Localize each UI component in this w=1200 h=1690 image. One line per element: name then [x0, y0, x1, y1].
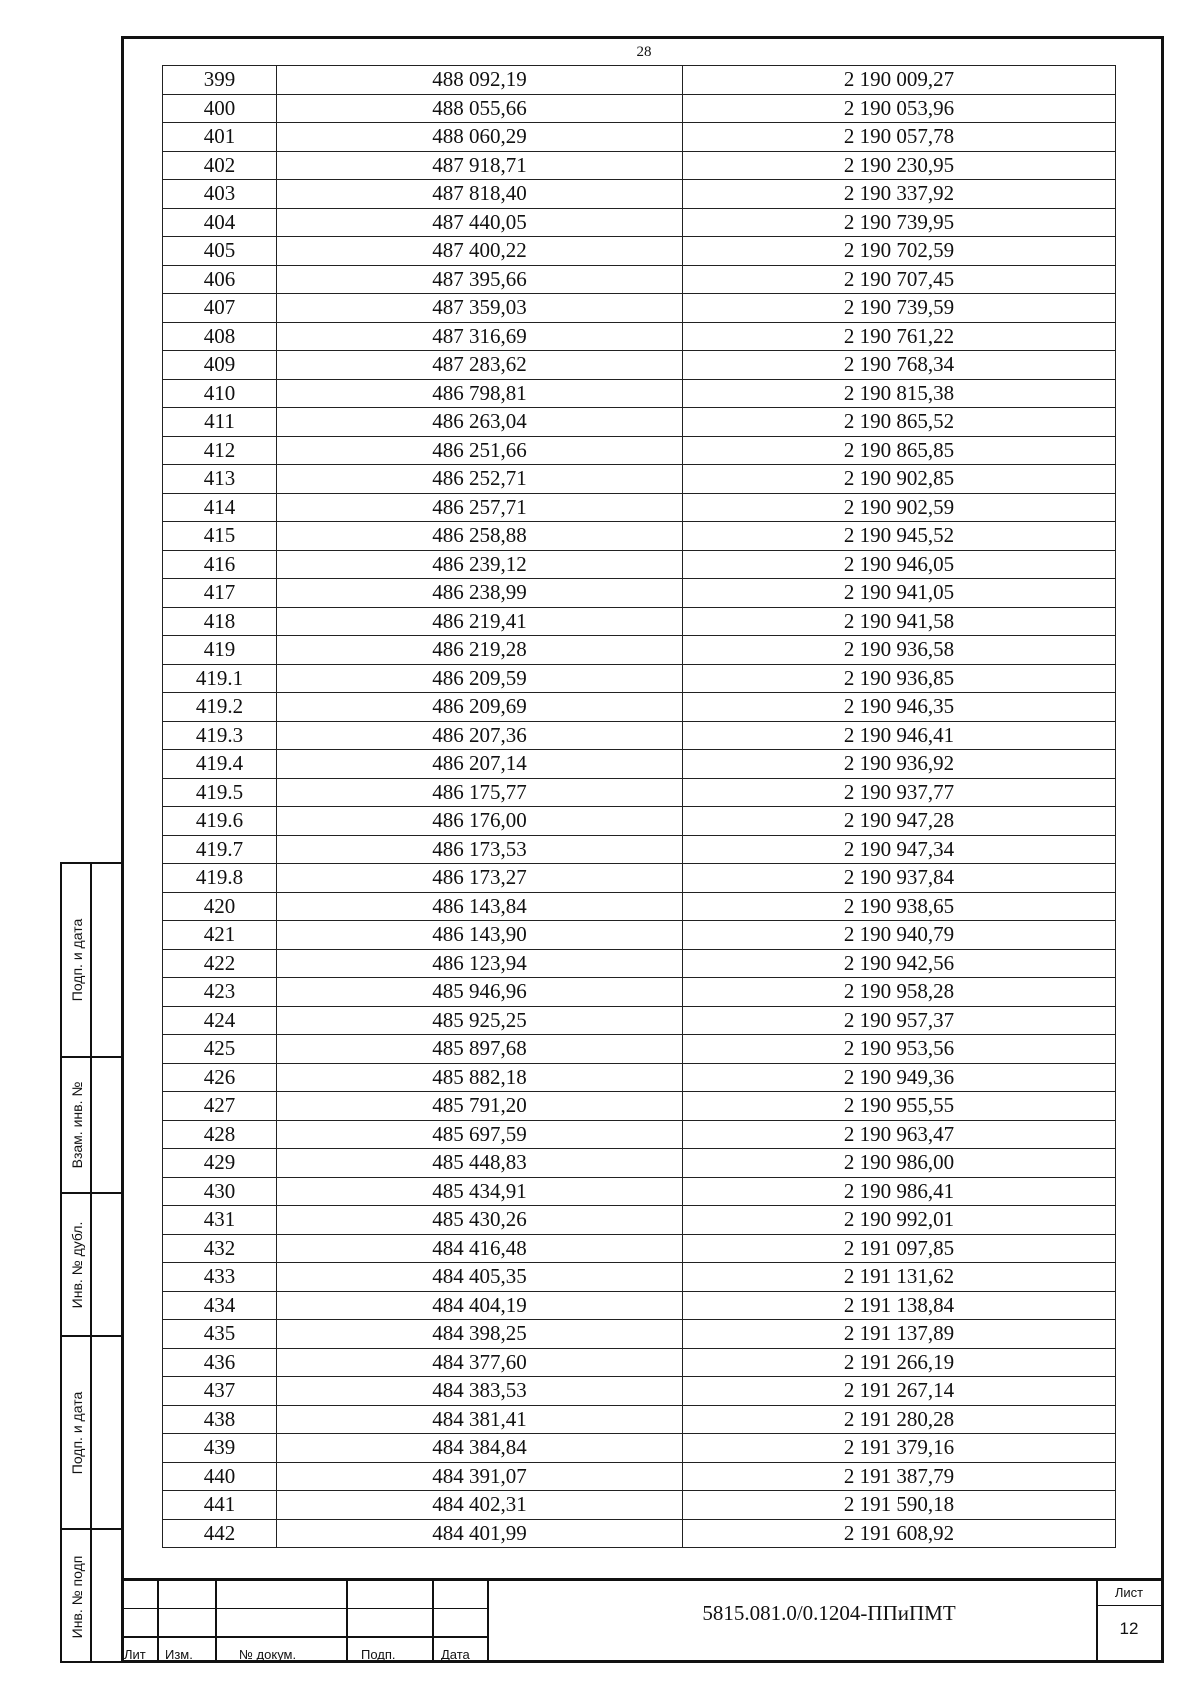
- x-coordinate-cell: 486 123,94: [277, 949, 683, 978]
- y-coordinate-cell: 2 191 267,14: [683, 1377, 1116, 1406]
- strip-label: Инв. № дубл.: [69, 1221, 85, 1308]
- x-coordinate-cell: 486 175,77: [277, 778, 683, 807]
- y-coordinate-cell: 2 190 941,58: [683, 607, 1116, 636]
- x-coordinate-cell: 487 359,03: [277, 294, 683, 323]
- x-coordinate-cell: 487 283,62: [277, 351, 683, 380]
- x-coordinate-cell: 486 176,00: [277, 807, 683, 836]
- point-number-cell: 422: [163, 949, 277, 978]
- table-row: [163, 1177, 1116, 1206]
- y-coordinate-cell: 2 190 947,28: [683, 807, 1116, 836]
- point-number-cell: 430: [163, 1177, 277, 1206]
- point-number-cell: 427: [163, 1092, 277, 1121]
- x-coordinate-cell: 488 092,19: [277, 66, 683, 95]
- table-row: [163, 1320, 1116, 1349]
- x-coordinate-cell: 486 209,69: [277, 693, 683, 722]
- y-coordinate-cell: 2 190 707,45: [683, 265, 1116, 294]
- y-coordinate-cell: 2 190 953,56: [683, 1035, 1116, 1064]
- table-row: [163, 1348, 1116, 1377]
- x-coordinate-cell: 484 384,84: [277, 1434, 683, 1463]
- y-coordinate-cell: 2 190 009,27: [683, 66, 1116, 95]
- table-row: [163, 1462, 1116, 1491]
- y-coordinate-cell: 2 190 936,92: [683, 750, 1116, 779]
- point-number-cell: 424: [163, 1006, 277, 1035]
- x-coordinate-cell: 486 207,36: [277, 721, 683, 750]
- page-number: 28: [636, 44, 652, 60]
- x-coordinate-cell: 485 946,96: [277, 978, 683, 1007]
- x-coordinate-cell: 485 791,20: [277, 1092, 683, 1121]
- table-row: [163, 664, 1116, 693]
- table-row: [163, 408, 1116, 437]
- y-coordinate-cell: 2 190 865,85: [683, 436, 1116, 465]
- table-row: [163, 1234, 1116, 1263]
- table-row: [163, 1519, 1116, 1548]
- x-coordinate-cell: 485 925,25: [277, 1006, 683, 1035]
- y-coordinate-cell: 2 190 230,95: [683, 151, 1116, 180]
- y-coordinate-cell: 2 190 815,38: [683, 379, 1116, 408]
- y-coordinate-cell: 2 190 936,58: [683, 636, 1116, 665]
- y-coordinate-cell: 2 190 963,47: [683, 1120, 1116, 1149]
- x-coordinate-cell: 486 173,27: [277, 864, 683, 893]
- y-coordinate-cell: 2 190 761,22: [683, 322, 1116, 351]
- table-row: [163, 1291, 1116, 1320]
- x-coordinate-cell: 487 400,22: [277, 237, 683, 266]
- y-coordinate-cell: 2 191 280,28: [683, 1405, 1116, 1434]
- y-coordinate-cell: 2 190 955,55: [683, 1092, 1116, 1121]
- side-strip: [60, 862, 121, 1663]
- table-row: [163, 949, 1116, 978]
- table-row: [163, 1434, 1116, 1463]
- strip-cell-sign-date-1: [62, 864, 121, 1058]
- point-number-cell: 429: [163, 1149, 277, 1178]
- col-header-lit: Лит: [124, 1647, 146, 1662]
- x-coordinate-cell: 486 238,99: [277, 579, 683, 608]
- y-coordinate-cell: 2 190 936,85: [683, 664, 1116, 693]
- table-row: [163, 1120, 1116, 1149]
- point-number-cell: 402: [163, 151, 277, 180]
- point-number-cell: 404: [163, 208, 277, 237]
- x-coordinate-cell: 487 316,69: [277, 322, 683, 351]
- x-coordinate-cell: 486 257,71: [277, 493, 683, 522]
- point-number-cell: 413: [163, 465, 277, 494]
- strip-cell-sign-date-2: [62, 1337, 121, 1530]
- strip-cell-replaced-inv: [62, 1058, 121, 1194]
- point-number-cell: 419: [163, 636, 277, 665]
- table-row: [163, 351, 1116, 380]
- col-header-izm: Изм.: [165, 1647, 193, 1662]
- point-number-cell: 428: [163, 1120, 277, 1149]
- x-coordinate-cell: 487 440,05: [277, 208, 683, 237]
- point-number-cell: 408: [163, 322, 277, 351]
- x-coordinate-cell: 485 697,59: [277, 1120, 683, 1149]
- point-number-cell: 426: [163, 1063, 277, 1092]
- y-coordinate-cell: 2 190 946,35: [683, 693, 1116, 722]
- x-coordinate-cell: 486 209,59: [277, 664, 683, 693]
- x-coordinate-cell: 484 401,99: [277, 1519, 683, 1548]
- y-coordinate-cell: 2 190 739,95: [683, 208, 1116, 237]
- col-header-doc-no: № докум.: [239, 1647, 297, 1662]
- point-number-cell: 415: [163, 522, 277, 551]
- point-number-cell: 412: [163, 436, 277, 465]
- point-number-cell: 419.3: [163, 721, 277, 750]
- point-number-cell: 411: [163, 408, 277, 437]
- x-coordinate-cell: 486 143,84: [277, 892, 683, 921]
- table-row: [163, 522, 1116, 551]
- point-number-cell: 441: [163, 1491, 277, 1520]
- y-coordinate-cell: 2 190 739,59: [683, 294, 1116, 323]
- y-coordinate-cell: 2 190 702,59: [683, 237, 1116, 266]
- x-coordinate-cell: 487 395,66: [277, 265, 683, 294]
- point-number-cell: 410: [163, 379, 277, 408]
- x-coordinate-cell: 486 173,53: [277, 835, 683, 864]
- x-coordinate-cell: 484 405,35: [277, 1263, 683, 1292]
- y-coordinate-cell: 2 190 937,84: [683, 864, 1116, 893]
- y-coordinate-cell: 2 190 992,01: [683, 1206, 1116, 1235]
- sheet-label: Лист: [1114, 1585, 1144, 1600]
- x-coordinate-cell: 486 143,90: [277, 921, 683, 950]
- point-number-cell: 399: [163, 66, 277, 95]
- x-coordinate-cell: 485 448,83: [277, 1149, 683, 1178]
- table-row: [163, 436, 1116, 465]
- x-coordinate-cell: 487 918,71: [277, 151, 683, 180]
- y-coordinate-cell: 2 190 957,37: [683, 1006, 1116, 1035]
- point-number-cell: 419.6: [163, 807, 277, 836]
- x-coordinate-cell: 485 430,26: [277, 1206, 683, 1235]
- y-coordinate-cell: 2 190 941,05: [683, 579, 1116, 608]
- col-header-date: Дата: [441, 1647, 470, 1662]
- x-coordinate-cell: 486 798,81: [277, 379, 683, 408]
- y-coordinate-cell: 2 190 946,05: [683, 550, 1116, 579]
- point-number-cell: 425: [163, 1035, 277, 1064]
- y-coordinate-cell: 2 191 387,79: [683, 1462, 1116, 1491]
- y-coordinate-cell: 2 190 942,56: [683, 949, 1116, 978]
- point-number-cell: 419.8: [163, 864, 277, 893]
- y-coordinate-cell: 2 190 865,52: [683, 408, 1116, 437]
- point-number-cell: 403: [163, 180, 277, 209]
- x-coordinate-cell: 486 207,14: [277, 750, 683, 779]
- strip-label: Инв. № подп: [69, 1555, 85, 1638]
- table-row: [163, 807, 1116, 836]
- y-coordinate-cell: 2 190 902,59: [683, 493, 1116, 522]
- point-number-cell: 436: [163, 1348, 277, 1377]
- y-coordinate-cell: 2 191 137,89: [683, 1320, 1116, 1349]
- x-coordinate-cell: 484 398,25: [277, 1320, 683, 1349]
- table-row: [163, 208, 1116, 237]
- table-row: [163, 693, 1116, 722]
- y-coordinate-cell: 2 190 946,41: [683, 721, 1116, 750]
- y-coordinate-cell: 2 191 608,92: [683, 1519, 1116, 1548]
- x-coordinate-cell: 484 391,07: [277, 1462, 683, 1491]
- table-row: [163, 1092, 1116, 1121]
- x-coordinate-cell: 484 381,41: [277, 1405, 683, 1434]
- table-row: [163, 265, 1116, 294]
- strip-cell-dup-inv: [62, 1194, 121, 1337]
- point-number-cell: 431: [163, 1206, 277, 1235]
- col-header-sign: Подп.: [361, 1647, 396, 1662]
- x-coordinate-cell: 484 383,53: [277, 1377, 683, 1406]
- point-number-cell: 405: [163, 237, 277, 266]
- table-row: [163, 1263, 1116, 1292]
- x-coordinate-cell: 486 251,66: [277, 436, 683, 465]
- table-row: [163, 721, 1116, 750]
- strip-label: Подп. и дата: [69, 918, 85, 1002]
- y-coordinate-cell: 2 190 958,28: [683, 978, 1116, 1007]
- point-number-cell: 419.5: [163, 778, 277, 807]
- y-coordinate-cell: 2 190 053,96: [683, 94, 1116, 123]
- point-number-cell: 419.4: [163, 750, 277, 779]
- y-coordinate-cell: 2 190 945,52: [683, 522, 1116, 551]
- x-coordinate-cell: 486 263,04: [277, 408, 683, 437]
- table-row: [163, 1006, 1116, 1035]
- sheet-number: 12: [1119, 1619, 1139, 1638]
- table-row: [163, 66, 1116, 95]
- table-row: [163, 579, 1116, 608]
- point-number-cell: 420: [163, 892, 277, 921]
- x-coordinate-cell: 486 219,41: [277, 607, 683, 636]
- y-coordinate-cell: 2 190 986,41: [683, 1177, 1116, 1206]
- point-number-cell: 432: [163, 1234, 277, 1263]
- point-number-cell: 438: [163, 1405, 277, 1434]
- strip-label: Подп. и дата: [69, 1391, 85, 1474]
- table-row: [163, 237, 1116, 266]
- point-number-cell: 417: [163, 579, 277, 608]
- point-number-cell: 419.2: [163, 693, 277, 722]
- table-row: [163, 921, 1116, 950]
- point-number-cell: 421: [163, 921, 277, 950]
- y-coordinate-cell: 2 190 986,00: [683, 1149, 1116, 1178]
- table-row: [163, 1035, 1116, 1064]
- x-coordinate-cell: 486 219,28: [277, 636, 683, 665]
- y-coordinate-cell: 2 190 937,77: [683, 778, 1116, 807]
- point-number-cell: 419.7: [163, 835, 277, 864]
- x-coordinate-cell: 486 258,88: [277, 522, 683, 551]
- point-number-cell: 416: [163, 550, 277, 579]
- point-number-cell: 439: [163, 1434, 277, 1463]
- table-row: [163, 892, 1116, 921]
- table-row: [163, 322, 1116, 351]
- table-row: [163, 750, 1116, 779]
- x-coordinate-cell: 485 897,68: [277, 1035, 683, 1064]
- point-number-cell: 442: [163, 1519, 277, 1548]
- table-row: [163, 1405, 1116, 1434]
- strip-label: Взам. инв. №: [69, 1081, 85, 1169]
- point-number-cell: 407: [163, 294, 277, 323]
- table-row: [163, 636, 1116, 665]
- point-number-cell: 406: [163, 265, 277, 294]
- point-number-cell: 435: [163, 1320, 277, 1349]
- y-coordinate-cell: 2 191 138,84: [683, 1291, 1116, 1320]
- x-coordinate-cell: 488 060,29: [277, 123, 683, 152]
- point-number-cell: 414: [163, 493, 277, 522]
- table-row: [163, 864, 1116, 893]
- coordinates-table: [162, 65, 1116, 1548]
- table-row: [163, 180, 1116, 209]
- y-coordinate-cell: 2 190 940,79: [683, 921, 1116, 950]
- y-coordinate-cell: 2 191 097,85: [683, 1234, 1116, 1263]
- table-row: [163, 607, 1116, 636]
- y-coordinate-cell: 2 190 337,92: [683, 180, 1116, 209]
- x-coordinate-cell: 485 882,18: [277, 1063, 683, 1092]
- x-coordinate-cell: 486 252,71: [277, 465, 683, 494]
- x-coordinate-cell: 484 404,19: [277, 1291, 683, 1320]
- point-number-cell: 409: [163, 351, 277, 380]
- point-number-cell: 433: [163, 1263, 277, 1292]
- table-row: [163, 94, 1116, 123]
- table-row: [163, 294, 1116, 323]
- point-number-cell: 423: [163, 978, 277, 1007]
- x-coordinate-cell: 484 402,31: [277, 1491, 683, 1520]
- y-coordinate-cell: 2 190 057,78: [683, 123, 1116, 152]
- table-row: [163, 1149, 1116, 1178]
- table-row: [163, 1063, 1116, 1092]
- table-row: [163, 835, 1116, 864]
- x-coordinate-cell: 488 055,66: [277, 94, 683, 123]
- y-coordinate-cell: 2 191 379,16: [683, 1434, 1116, 1463]
- x-coordinate-cell: 484 377,60: [277, 1348, 683, 1377]
- point-number-cell: 434: [163, 1291, 277, 1320]
- table-row: [163, 151, 1116, 180]
- y-coordinate-cell: 2 190 902,85: [683, 465, 1116, 494]
- x-coordinate-cell: 485 434,91: [277, 1177, 683, 1206]
- strip-cell-original-inv: [62, 1530, 121, 1663]
- point-number-cell: 401: [163, 123, 277, 152]
- y-coordinate-cell: 2 190 768,34: [683, 351, 1116, 380]
- point-number-cell: 400: [163, 94, 277, 123]
- y-coordinate-cell: 2 191 590,18: [683, 1491, 1116, 1520]
- table-row: [163, 978, 1116, 1007]
- y-coordinate-cell: 2 190 949,36: [683, 1063, 1116, 1092]
- table-row: [163, 550, 1116, 579]
- point-number-cell: 419.1: [163, 664, 277, 693]
- table-row: [163, 465, 1116, 494]
- point-number-cell: 418: [163, 607, 277, 636]
- title-block: [121, 1578, 1164, 1663]
- x-coordinate-cell: 484 416,48: [277, 1234, 683, 1263]
- table-row: [163, 1377, 1116, 1406]
- table-row: [163, 778, 1116, 807]
- y-coordinate-cell: 2 191 131,62: [683, 1263, 1116, 1292]
- point-number-cell: 440: [163, 1462, 277, 1491]
- y-coordinate-cell: 2 190 938,65: [683, 892, 1116, 921]
- y-coordinate-cell: 2 190 947,34: [683, 835, 1116, 864]
- x-coordinate-cell: 486 239,12: [277, 550, 683, 579]
- table-row: [163, 1206, 1116, 1235]
- y-coordinate-cell: 2 191 266,19: [683, 1348, 1116, 1377]
- document-code: 5815.081.0/0.1204-ППиПМТ: [702, 1601, 956, 1625]
- table-row: [163, 123, 1116, 152]
- table-row: [163, 379, 1116, 408]
- table-row: [163, 493, 1116, 522]
- x-coordinate-cell: 487 818,40: [277, 180, 683, 209]
- point-number-cell: 437: [163, 1377, 277, 1406]
- coordinates-table-body: [163, 66, 1116, 1548]
- table-row: [163, 1491, 1116, 1520]
